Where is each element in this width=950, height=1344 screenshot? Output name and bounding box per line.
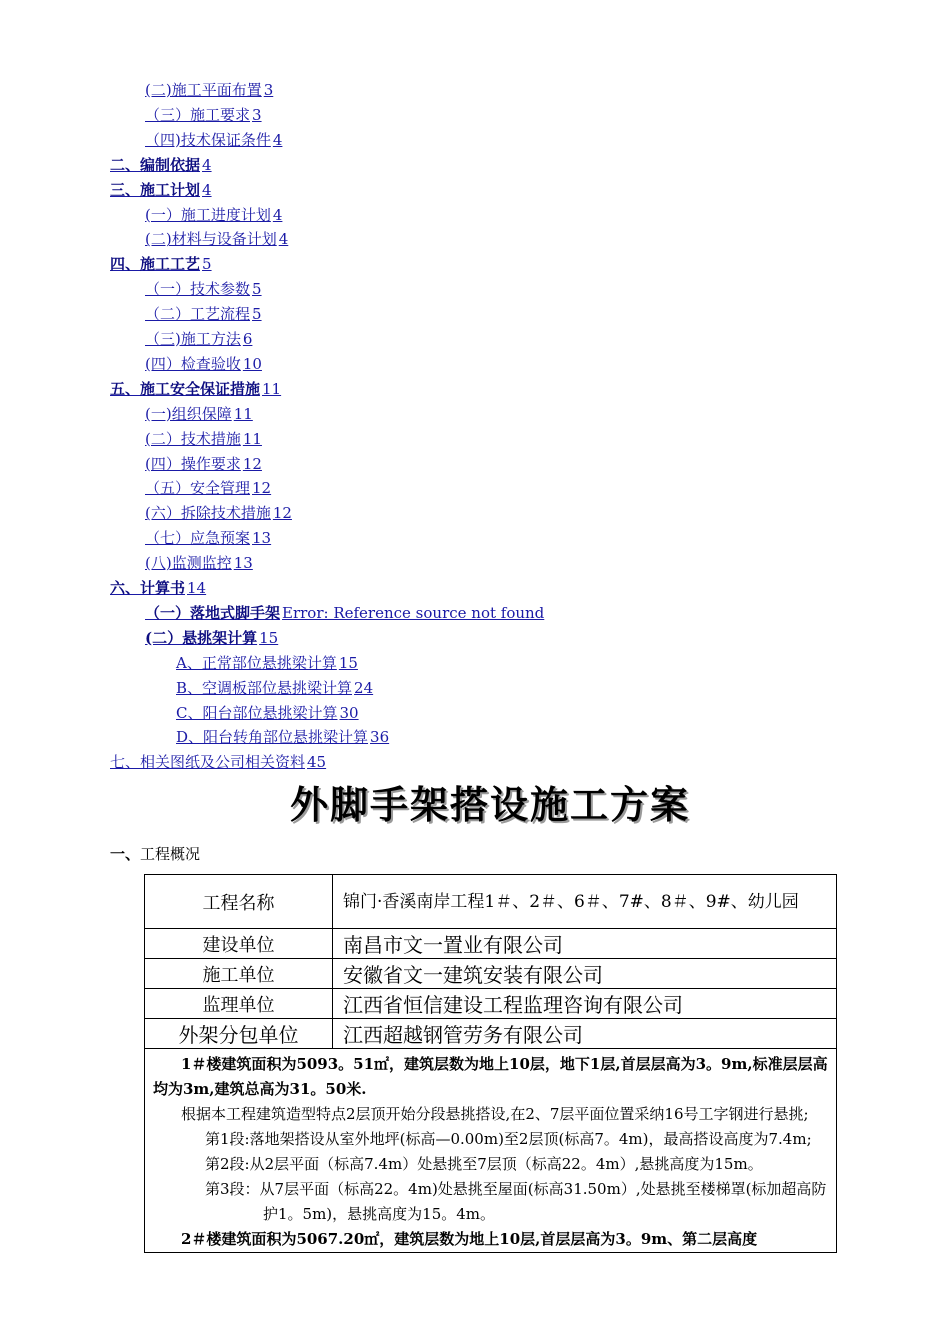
toc-entry[interactable] (145, 227, 288, 251)
toc-entry[interactable] (145, 501, 292, 525)
table-row (145, 1019, 837, 1049)
toc-entry-page: 3 (263, 81, 274, 99)
toc-entry-page: 15 (259, 628, 279, 647)
segment-3: 第3段：从7层平面（标高22。4m)处悬挑至屋面(标高31.50m）,处悬挑至楼梯罩(标加超高防护1。5m)，悬挑高度为15。4m。 (205, 1180, 827, 1223)
table-label: 监理单位 (145, 989, 333, 1019)
toc-entry-title: （三）施工要求 (145, 105, 251, 124)
toc-entry-page: 4 (272, 130, 283, 149)
toc-entry-title: (四）操作要求 (145, 454, 241, 473)
toc-entry-title: (二）悬挑架计算 (145, 628, 258, 647)
toc-entry-title: (二）技术措施 (145, 429, 241, 448)
toc-entry-title: （七）应急预案 (145, 529, 251, 548)
toc-entry-page: 4 (202, 180, 212, 199)
toc-entry[interactable] (145, 277, 262, 301)
toc-entry-page: 15 (338, 653, 358, 672)
toc-entry[interactable] (110, 252, 212, 276)
toc-entry[interactable] (176, 725, 389, 749)
building-2-summary: 2＃楼建筑面积为5067.20㎡，建筑层数为地上10层,首层层高为3。9m、第二层高度 (181, 1230, 758, 1248)
toc-entry-title: 六、计算书 (110, 579, 186, 597)
toc-entry-title: (二)材料与设备计划 (145, 230, 277, 249)
document-title: 外脚手架搭设施工方案 (289, 782, 690, 827)
toc-entry-page: 5 (252, 280, 262, 299)
toc-entry-page: 13 (252, 529, 272, 548)
toc-entry[interactable] (145, 476, 271, 500)
toc-entry[interactable] (110, 178, 212, 202)
table-value: 江西省恒信建设工程监理咨询有限公司 (333, 989, 837, 1019)
toc-entry-title: C、阳台部位悬挑梁计算 (176, 703, 338, 722)
toc-entry-title: （五）安全管理 (145, 479, 251, 498)
table-label: 工程名称 (145, 875, 333, 929)
toc-entry-title: (一）施工进度计划 (145, 205, 271, 224)
toc-entry[interactable] (145, 427, 262, 451)
toc-entry-title: （一）技术参数 (145, 280, 251, 299)
toc-entry-title: (六）拆除技术措施 (145, 504, 271, 523)
toc-entry[interactable] (145, 103, 262, 127)
table-row (145, 875, 837, 929)
table-label: 施工单位 (145, 959, 333, 989)
table-row (145, 1049, 837, 1253)
section-title: 工程概况 (140, 845, 201, 863)
toc-entry-page: 30 (339, 703, 359, 722)
toc-entry-page: 5 (252, 305, 262, 324)
segment-1: 第1段:落地架搭设从室外地坪(标高—0.00m)至2层顶(标高7。4m)，最高搭设高度为7.4m; (205, 1130, 812, 1148)
project-description (145, 1049, 836, 1252)
toc-entry-title: D、阳台转角部位悬挑梁计算 (176, 728, 369, 747)
table-label: 建设单位 (145, 929, 333, 959)
table-row (145, 989, 837, 1019)
toc-entry[interactable] (145, 352, 262, 376)
toc-entry-page: 45 (307, 753, 327, 772)
toc-entry-page: 4 (202, 155, 212, 174)
table-value: 江西超越钢管劳务有限公司 (333, 1019, 837, 1049)
toc-entry-title: （三)施工方法 (145, 330, 241, 348)
table-label: 外架分包单位 (145, 1019, 333, 1049)
description-cell (145, 1049, 837, 1253)
toc-entry-page: 24 (354, 678, 374, 697)
toc-entry-page: 6 (242, 330, 253, 348)
toc-entry-page: 13 (233, 554, 253, 573)
toc-entry-page: 4 (278, 230, 289, 249)
toc-entry[interactable] (145, 128, 282, 152)
toc-entry[interactable] (110, 153, 212, 177)
toc-entry-page: 11 (262, 379, 282, 398)
toc-entry-title: A、正常部位悬挑梁计算 (176, 653, 337, 672)
toc-entry-page: 4 (272, 205, 283, 224)
toc-entry-page: 11 (233, 404, 253, 423)
toc-entry[interactable] (145, 626, 278, 650)
segment-2: 第2段:从2层平面（标高7.4m）处悬挑至7层顶（标高22。4m）,悬挑高度为15m。 (205, 1155, 763, 1173)
toc-entry-page: Error: Reference source not found (282, 603, 545, 622)
toc-entry-page: 12 (272, 504, 292, 523)
toc-entry[interactable] (145, 402, 253, 426)
toc-entry-title: 七、相关图纸及公司相关资料 (110, 753, 306, 772)
section-number: 一、 (110, 845, 141, 863)
toc-entry[interactable] (176, 651, 358, 675)
toc-entry-title: B、空调板部位悬挑梁计算 (176, 678, 353, 697)
table-value: 安徽省文一建筑安装有限公司 (333, 959, 837, 989)
table-value: 锦门·香溪南岸工程1＃、2＃、6＃、7#、8＃、9#、幼儿园 (333, 875, 837, 929)
cantilever-note: 根据本工程建筑造型特点2层顶开始分段悬挑搭设,在2、7层平面位置采纳16号工字钢进行悬挑; (181, 1105, 809, 1123)
toc-entry-page: 11 (242, 429, 262, 448)
section-heading (110, 843, 200, 864)
toc-entry-title: (八)监测监控 (145, 554, 232, 573)
toc-entry[interactable] (145, 551, 253, 575)
toc-entry-page: 36 (370, 728, 390, 747)
toc-entry-page: 14 (187, 579, 207, 597)
table-value: 南昌市文一置业有限公司 (333, 929, 837, 959)
toc-entry-title: 三、施工计划 (110, 180, 201, 199)
toc-entry-page: 12 (252, 479, 272, 498)
building-1-summary: 1＃楼建筑面积为5093。51㎡，建筑层数为地上10层，地下1层,首层层高为3。9m,标准层层高均为3m,建筑总高为31。50米. (153, 1055, 828, 1098)
toc-entry[interactable] (145, 526, 271, 550)
toc-entry[interactable] (110, 576, 206, 600)
toc-entry[interactable] (145, 78, 273, 102)
project-info-table (144, 874, 837, 1253)
table-row (145, 959, 837, 989)
toc-entry-title: (二)施工平面布置 (145, 81, 262, 99)
toc-entry-page: 3 (252, 105, 262, 124)
toc-entry[interactable] (176, 676, 373, 700)
toc-entry-page: 12 (242, 454, 262, 473)
toc-entry-title: 二、编制依据 (110, 155, 201, 174)
toc-entry[interactable] (145, 203, 282, 227)
toc-entry-title: 四、施工工艺 (110, 255, 201, 274)
toc-entry-title: （二）工艺流程 (145, 305, 251, 324)
toc-entry[interactable] (110, 377, 281, 401)
toc-entry[interactable] (145, 302, 262, 326)
toc-entry-title: (四）检查验收 (145, 354, 241, 373)
toc-entry[interactable] (176, 701, 359, 725)
toc-entry[interactable] (145, 327, 252, 351)
toc-entry-title: （一）落地式脚手架 (145, 603, 281, 622)
toc-entry-title: （四)技术保证条件 (145, 130, 271, 149)
toc-entry-page: 5 (202, 255, 212, 274)
toc-entry-page: 10 (242, 354, 262, 373)
toc-entry[interactable] (145, 601, 544, 625)
toc-entry[interactable] (110, 750, 326, 774)
table-row (145, 929, 837, 959)
toc-entry-title: (一)组织保障 (145, 404, 232, 423)
toc-entry[interactable] (145, 452, 262, 476)
toc-entry-title: 五、施工安全保证措施 (110, 379, 261, 398)
